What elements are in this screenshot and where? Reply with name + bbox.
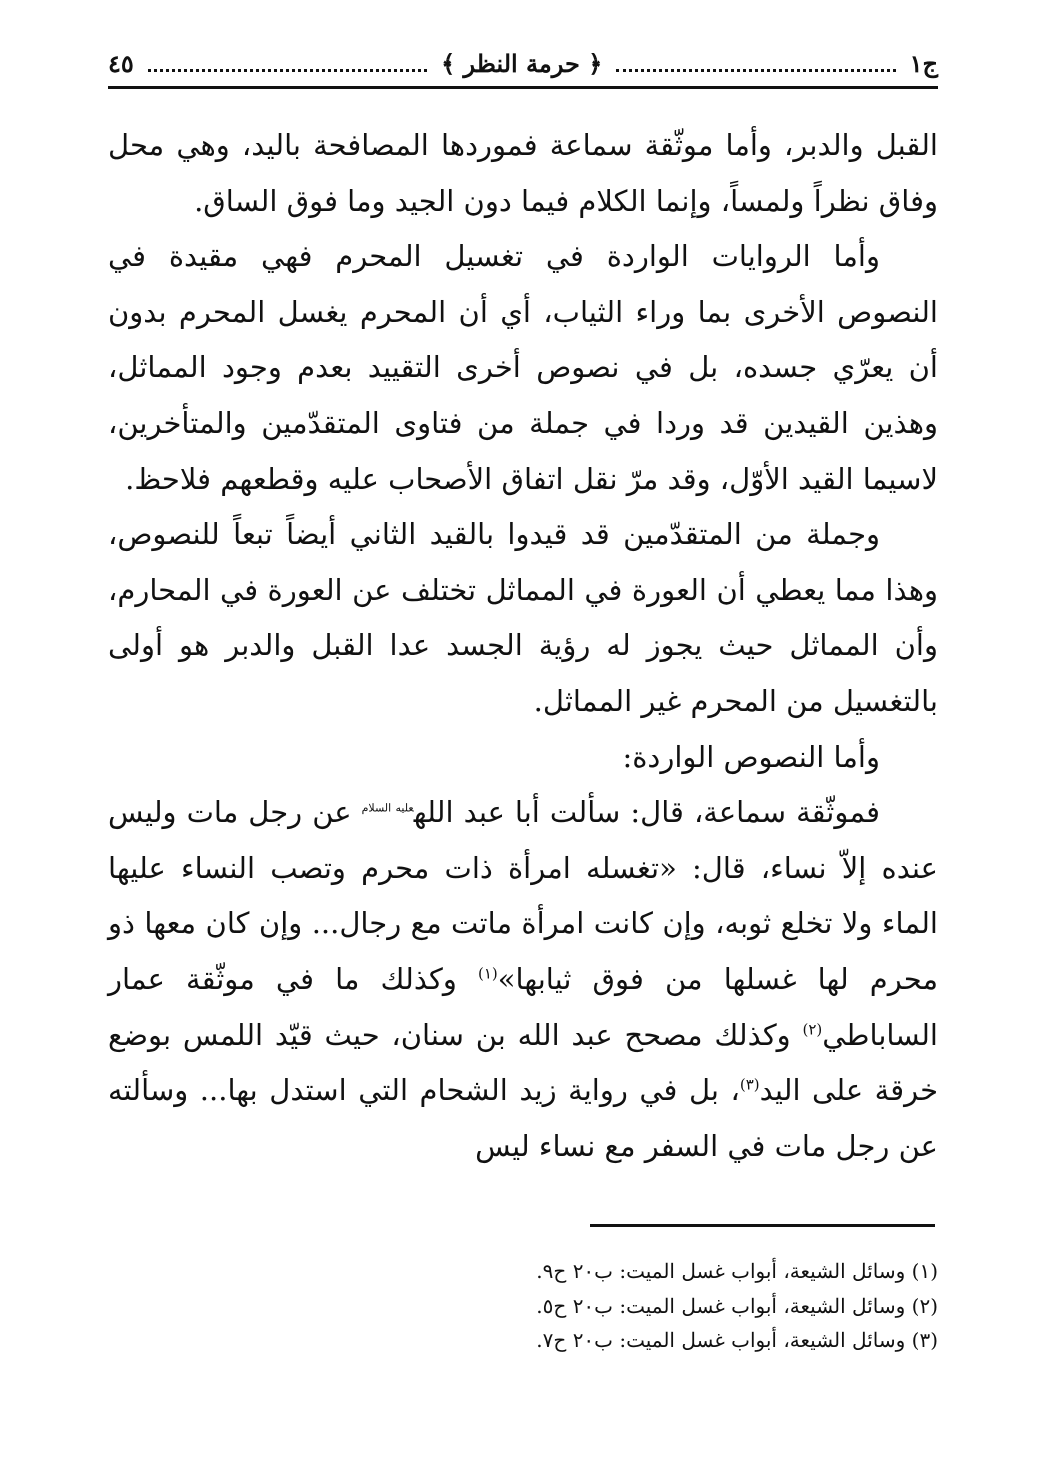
footnotes <box>108 1254 938 1358</box>
page-number: ٤٥ <box>107 48 134 78</box>
footnote-ref-1: (١) <box>477 964 498 983</box>
paragraph-5-part-2: عن رجل مات وليس عنده إلاّ نساء، قال: «تغسله امرأة ذات محرم وتصب النساء عليها الماء ولا تخلع ثوبه، وإن كانت امرأة ماتت مع رجال... وإن كان معها ذو محرم لها غسلها من فوق ثيابها» <box>108 795 938 996</box>
honorific-mark: عليه السلام <box>361 801 414 815</box>
paragraph-5-part-5: ، بل في رواية زيد الشحام التي استدل بها... وسألته عن رجل مات في السفر مع نساء ليس <box>108 1073 938 1163</box>
footnote-1: (١) وسائل الشيعة، أبواب غسل الميت: ب٢٠ ح٩. <box>536 1259 938 1283</box>
footnote-3: (٣) وسائل الشيعة، أبواب غسل الميت: ب٢٠ ح٧. <box>536 1328 938 1352</box>
footnote-separator <box>590 1224 935 1227</box>
paragraph-5-part-3: وكذلك ما في موثّقة عمار الساباطي <box>108 961 938 1052</box>
footnote-ref-3: (٣) <box>739 1075 760 1094</box>
footnote-2: (٢) وسائل الشيعة، أبواب غسل الميت: ب٢٠ ح٥. <box>536 1293 938 1318</box>
footnote-ref-2: (٢) <box>802 1019 823 1038</box>
paragraph-5 <box>108 785 938 1174</box>
header-rule <box>108 86 938 89</box>
paragraph-5-part-1: فموثّقة سماعة، قال: سألت أبا عبد الله <box>413 795 880 830</box>
paragraph-5-part-4: وكذلك مصحح عبد الله بن سنان، حيث قيّد اللمس بوضع خرقة على اليد <box>108 1017 938 1108</box>
paragraph-4: وأما النصوص الواردة: <box>622 739 880 774</box>
paragraph-3: وجملة من المتقدّمين قد قيدوا بالقيد الثاني أيضاً تبعاً للنصوص، وهذا مما يعطي أن العورة في المماثل تختلف عن العورة في المحارم، وأن المماثل حيث يجوز له رؤية الجسد عدا القبل والدبر هو أولى بالتغسيل من المحرم غير المماثل. <box>108 517 938 718</box>
header-dot-leader-right <box>616 55 895 72</box>
volume-label: ج١ <box>909 48 938 78</box>
page-header <box>108 40 938 86</box>
chapter-title: ﴿ حرمة النظر ﴾ <box>441 48 603 78</box>
main-text <box>108 118 938 1174</box>
header-dot-leader-left <box>148 55 427 72</box>
paragraph-2: وأما الروايات الواردة في تغسيل المحرم فهي مقيدة في النصوص الأخرى بما وراء الثياب، أي أن المحرم يغسل المحرم بدون أن يعرّي جسده، بل في نصوص أخرى التقييد بعدم وجود المماثل، وهذين القيدين قد وردا في جملة من فتاوى المتقدّمين والمتأخرين، لاسيما القيد الأوّل، وقد مرّ نقل اتفاق الأصحاب عليه وقطعهم فلاحظ. <box>108 239 938 496</box>
paragraph-1: القبل والدبر، وأما موثّقة سماعة فموردها المصافحة باليد، وهي محل وفاق نظراً ولمساً، وإنما الكلام فيما دون الجيد وما فوق الساق. <box>108 128 938 218</box>
